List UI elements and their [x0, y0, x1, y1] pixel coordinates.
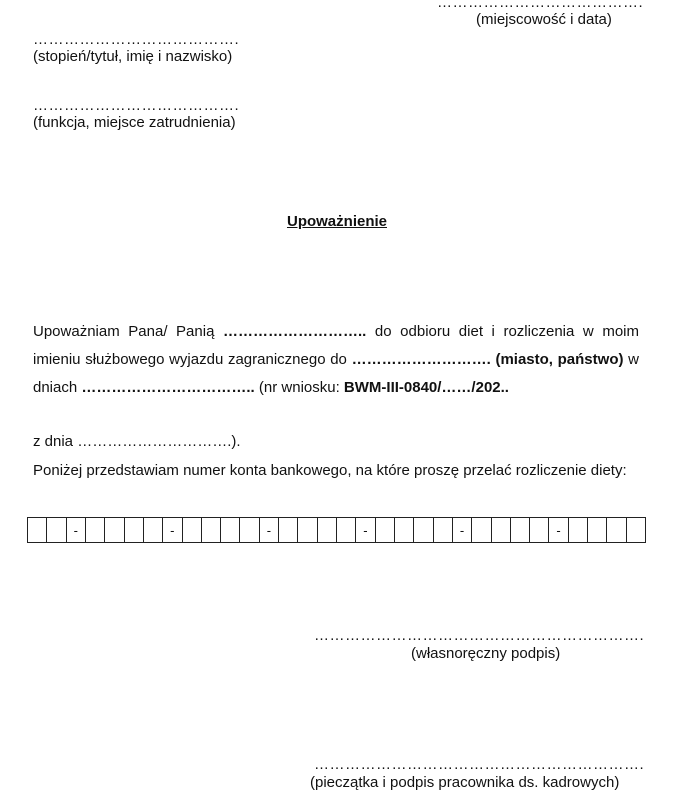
dates-dots: ……………………………..	[81, 379, 255, 396]
function-label: (funkcja, miejsce zatrudnienia)	[33, 114, 236, 131]
city-country-label: (miasto, państwo)	[495, 351, 624, 368]
own-signature-dots: ……………………………………………………….	[314, 627, 645, 644]
own-signature-label: (własnoręczny podpis)	[411, 645, 561, 662]
place-date-label: (miejscowość i data)	[476, 11, 612, 28]
bank-account-row	[28, 518, 646, 543]
account-digit-cell[interactable]	[201, 518, 220, 543]
account-digit-cell[interactable]	[28, 518, 47, 543]
account-digit-cell[interactable]: -	[163, 518, 182, 543]
destination-dots: ……………………….	[351, 351, 491, 368]
account-digit-cell[interactable]	[626, 518, 645, 543]
account-digit-cell[interactable]	[279, 518, 298, 543]
account-digit-cell[interactable]	[221, 518, 240, 543]
account-digit-cell[interactable]	[337, 518, 356, 543]
place-date-dots: ………………………………….	[437, 0, 644, 11]
hr-signature-label: (pieczątka i podpis pracownika ds. kadrowych)	[310, 774, 620, 791]
account-digit-cell[interactable]	[298, 518, 317, 543]
bank-account-paragraph: Poniżej przedstawiam numer konta bankowego, na które proszę przelać rozliczenie diety:	[33, 462, 627, 479]
authorization-text-a: Upoważniam Pana/ Panią	[33, 323, 215, 340]
authorization-text-b: do odbioru diet i rozliczenia w moim imieniu służbowego wyjazdu zagranicznego do	[33, 323, 639, 368]
account-digit-cell[interactable]	[433, 518, 452, 543]
account-digit-cell[interactable]	[317, 518, 336, 543]
account-digit-cell[interactable]	[143, 518, 162, 543]
authorization-text-d: (nr wniosku:	[258, 379, 340, 396]
account-digit-cell[interactable]	[375, 518, 394, 543]
account-digit-cell[interactable]	[105, 518, 124, 543]
hr-signature-dots: ……………………………………………………….	[314, 756, 645, 773]
account-digit-cell[interactable]: -	[356, 518, 375, 543]
account-digit-cell[interactable]: -	[549, 518, 568, 543]
account-digit-cell[interactable]	[607, 518, 626, 543]
from-date-line: z dnia ………………………….).	[33, 433, 241, 450]
name-label: (stopień/tytuł, imię i nazwisko)	[33, 48, 233, 65]
name-dots: ………………………………….	[33, 31, 240, 48]
person-name-dots: ………………………..	[223, 323, 367, 340]
account-digit-cell[interactable]	[530, 518, 549, 543]
account-digit-cell[interactable]	[568, 518, 587, 543]
account-digit-cell[interactable]	[182, 518, 201, 543]
account-digit-cell[interactable]	[472, 518, 491, 543]
document-title: Upoważnienie	[286, 213, 387, 230]
authorization-text-c: w dniach	[33, 351, 640, 396]
account-digit-cell[interactable]	[414, 518, 433, 543]
authorization-paragraph	[33, 318, 639, 402]
account-digit-cell[interactable]	[85, 518, 104, 543]
bank-account-grid	[27, 517, 646, 543]
account-digit-cell[interactable]	[491, 518, 510, 543]
account-digit-cell[interactable]	[588, 518, 607, 543]
application-number: BWM-III-0840/……/202..	[343, 379, 509, 396]
account-digit-cell[interactable]: -	[66, 518, 85, 543]
account-digit-cell[interactable]: -	[259, 518, 278, 543]
account-digit-cell[interactable]: -	[452, 518, 471, 543]
account-digit-cell[interactable]	[510, 518, 529, 543]
account-digit-cell[interactable]	[47, 518, 66, 543]
account-digit-cell[interactable]	[240, 518, 259, 543]
account-digit-cell[interactable]	[124, 518, 143, 543]
account-digit-cell[interactable]	[394, 518, 413, 543]
function-dots: ………………………………….	[33, 97, 240, 114]
